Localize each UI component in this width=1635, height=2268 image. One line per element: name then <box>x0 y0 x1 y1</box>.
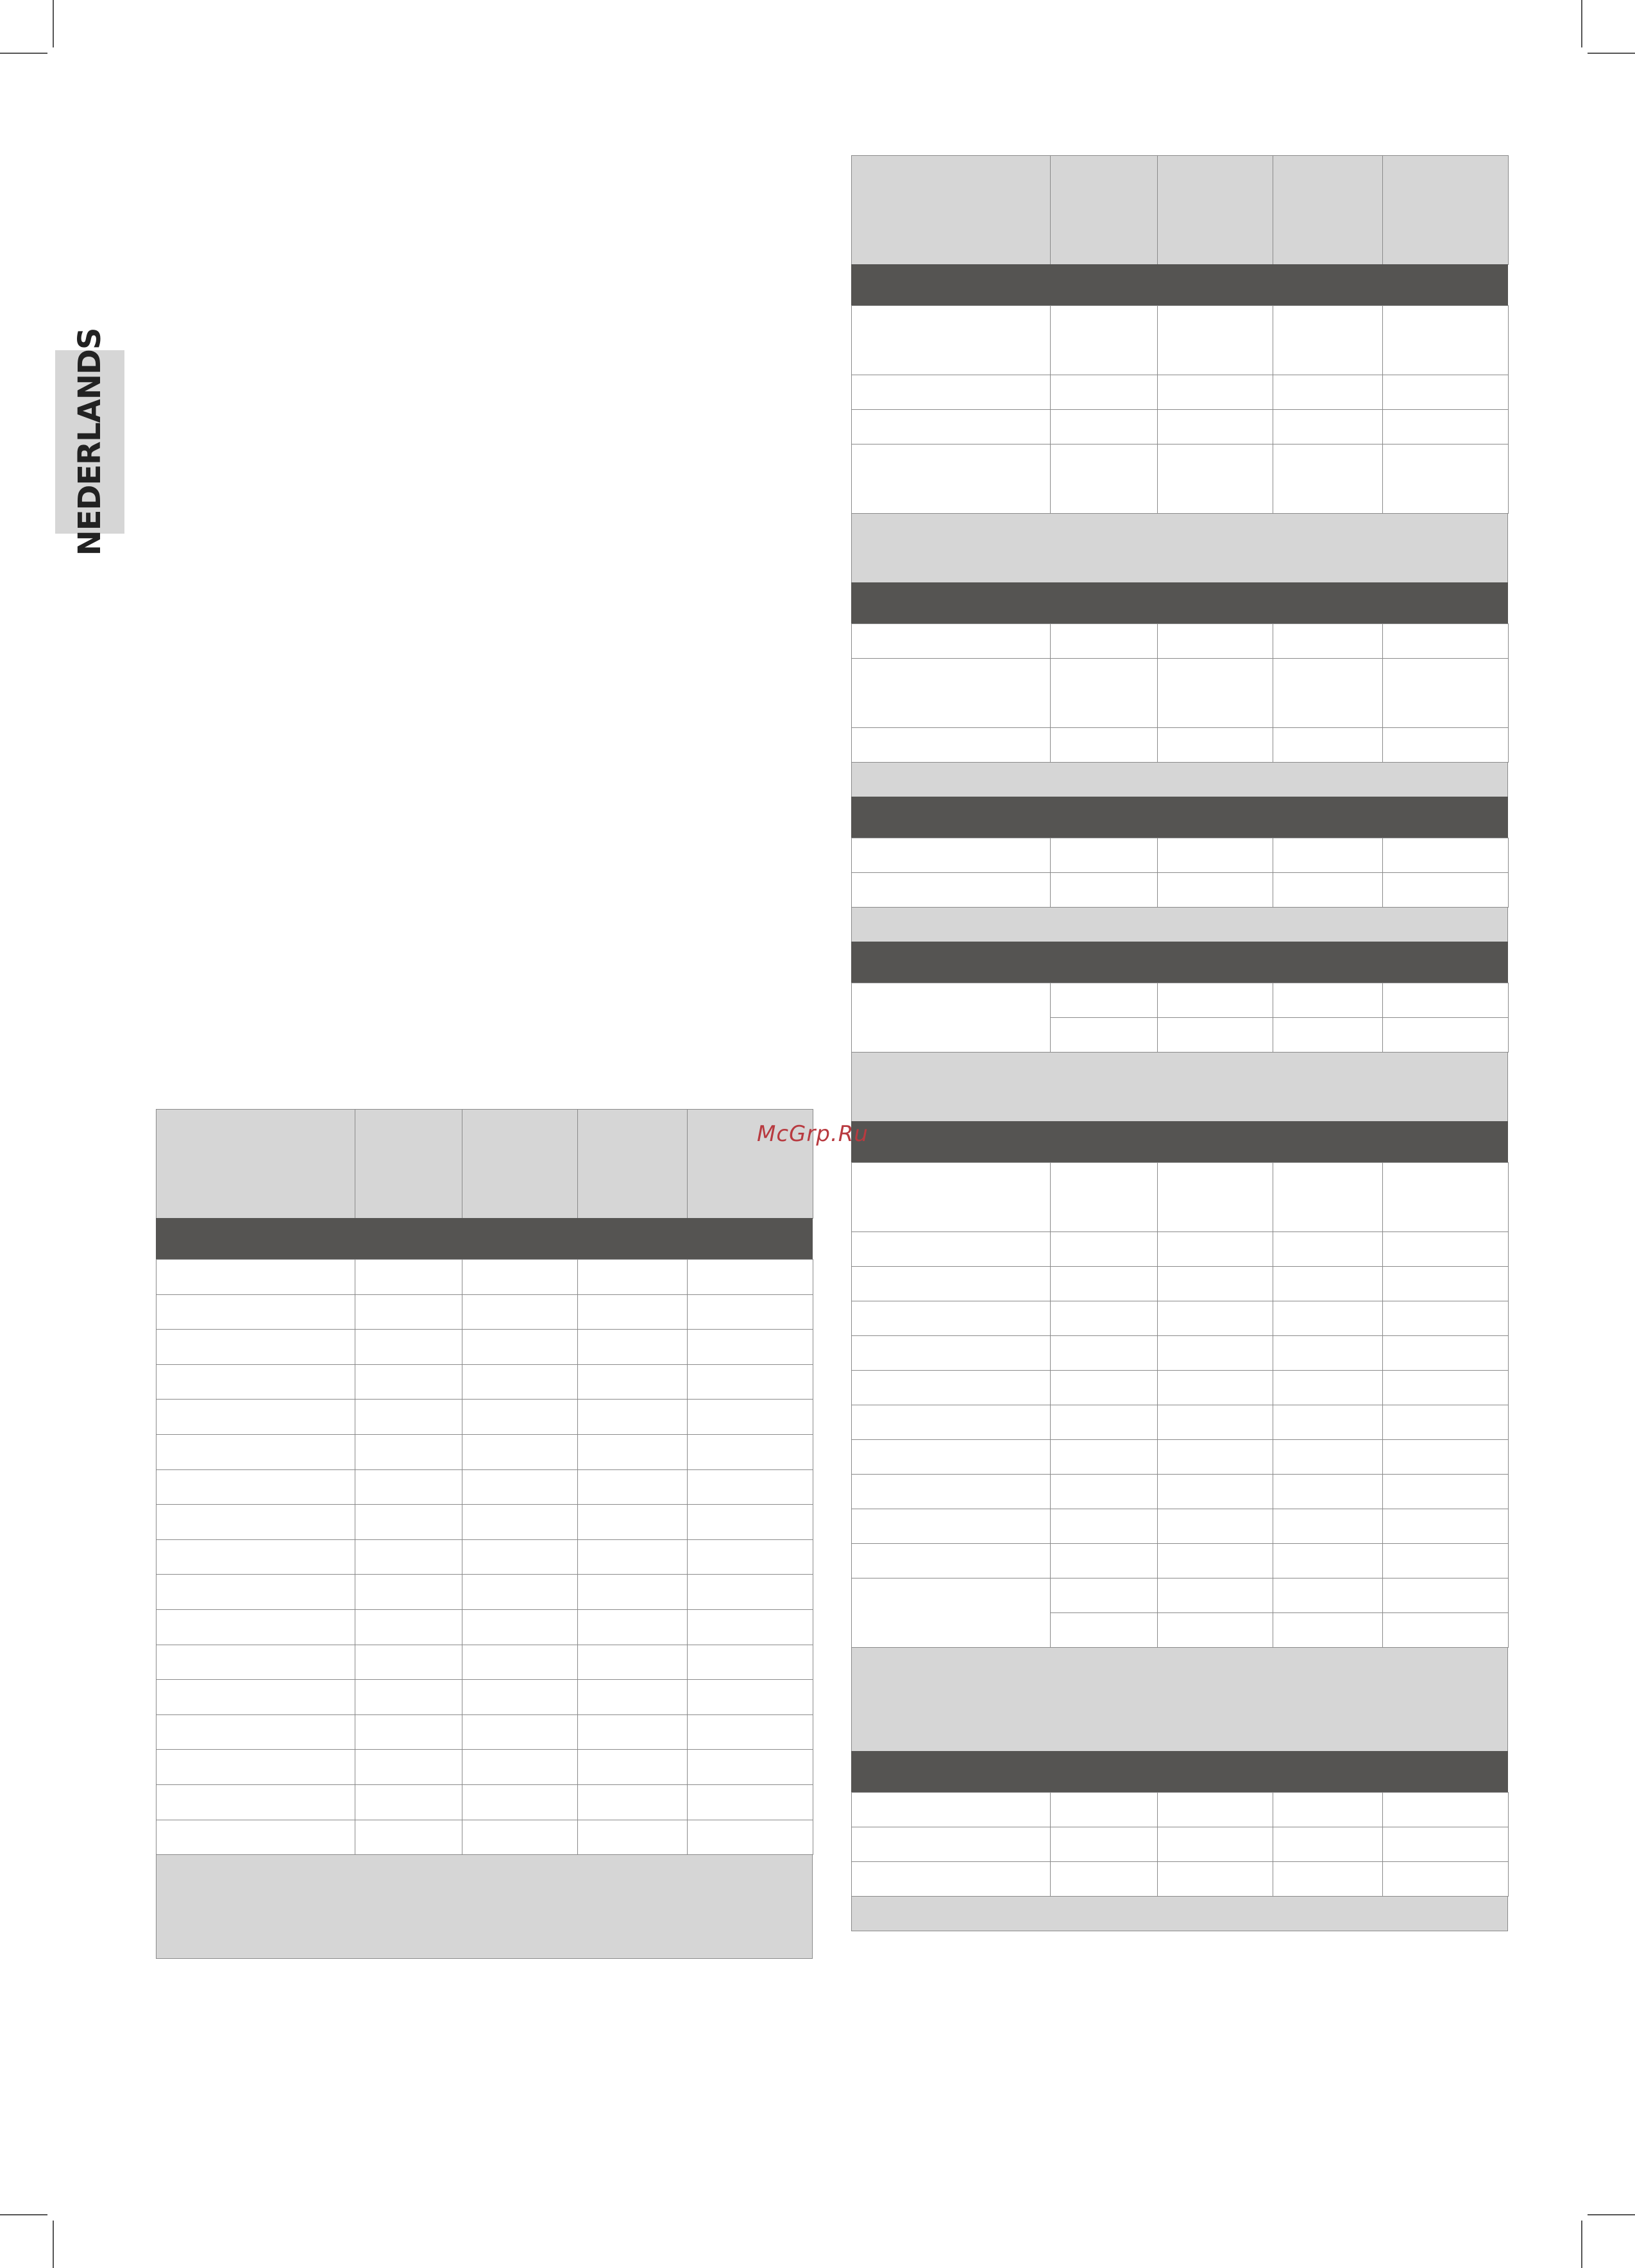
table-cell <box>1273 305 1383 375</box>
table-cell <box>355 1539 462 1575</box>
crop-mark <box>1581 2221 1582 2268</box>
section-bar <box>851 797 1508 838</box>
table-cell <box>355 1820 462 1856</box>
table-cell <box>355 1714 462 1750</box>
table-cell <box>1050 1335 1158 1371</box>
table-cell <box>462 1364 578 1400</box>
table-cell <box>577 1539 688 1575</box>
header-cell <box>355 1109 462 1219</box>
table-cell <box>1050 1612 1158 1648</box>
table-cell <box>156 1539 355 1575</box>
table-cell <box>156 1329 355 1365</box>
crop-mark <box>0 2214 47 2215</box>
table-cell <box>1050 1509 1158 1544</box>
table-cell <box>577 1609 688 1645</box>
table-cell <box>1157 1162 1273 1232</box>
table-cell <box>1382 872 1509 908</box>
table-cell <box>1050 1266 1158 1301</box>
table-cell <box>1157 1543 1273 1578</box>
table-cell <box>1382 375 1509 410</box>
table-cell <box>1273 1266 1383 1301</box>
table-cell <box>851 623 1051 659</box>
table-cell <box>577 1784 688 1820</box>
section-bar <box>851 264 1508 306</box>
table-cell <box>1273 444 1383 514</box>
table-cell <box>1273 1543 1383 1578</box>
table-cell <box>156 1434 355 1470</box>
table-cell <box>156 1259 355 1295</box>
table-cell <box>1157 1861 1273 1897</box>
section-bar <box>851 1121 1508 1163</box>
table-cell <box>687 1329 813 1365</box>
header-cell <box>156 1109 355 1219</box>
table-cell <box>1273 1827 1383 1862</box>
table-cell <box>851 1861 1051 1897</box>
table-cell <box>1273 1405 1383 1440</box>
note-row <box>851 1647 1508 1752</box>
table-cell <box>1050 1543 1158 1578</box>
table-cell <box>1050 1792 1158 1827</box>
table-cell <box>1157 1439 1273 1475</box>
table-cell <box>1273 375 1383 410</box>
crop-mark <box>53 0 54 47</box>
table-cell <box>1050 375 1158 410</box>
header-cell <box>1382 155 1509 265</box>
table-cell <box>851 1231 1051 1267</box>
table-cell <box>1382 1301 1509 1336</box>
header-cell <box>1050 155 1158 265</box>
header-cell <box>1157 155 1273 265</box>
table-cell <box>851 1792 1051 1827</box>
table-cell <box>1050 1827 1158 1862</box>
table-cell <box>1382 1792 1509 1827</box>
table-cell <box>1050 1474 1158 1509</box>
table-cell <box>1273 1017 1383 1053</box>
table-cell <box>156 1714 355 1750</box>
table-cell <box>156 1609 355 1645</box>
table-cell <box>355 1679 462 1715</box>
table-cell <box>1050 1439 1158 1475</box>
table-cell <box>1050 1231 1158 1267</box>
table-cell <box>462 1434 578 1470</box>
table-cell <box>687 1469 813 1505</box>
table-cell <box>355 1434 462 1470</box>
table-cell <box>462 1539 578 1575</box>
table-cell <box>851 727 1051 763</box>
table-cell <box>1157 409 1273 444</box>
table-cell <box>851 1370 1051 1405</box>
table-cell <box>687 1364 813 1400</box>
table-cell <box>851 1405 1051 1440</box>
table-cell <box>462 1469 578 1505</box>
crop-mark <box>1581 0 1582 47</box>
table-cell <box>1273 727 1383 763</box>
language-label: NEDERLANDS <box>72 328 108 556</box>
table-cell <box>851 1162 1051 1232</box>
table-cell <box>1382 1370 1509 1405</box>
table-cell <box>1273 1578 1383 1613</box>
table-cell-merged <box>851 983 1051 1053</box>
table-cell <box>577 1714 688 1750</box>
table-cell <box>1382 1509 1509 1544</box>
table-cell <box>1382 658 1509 728</box>
table-cell <box>577 1645 688 1680</box>
table-cell <box>577 1434 688 1470</box>
table-cell <box>1157 1266 1273 1301</box>
table-cell <box>1157 1017 1273 1053</box>
table-cell <box>577 1469 688 1505</box>
table-cell <box>851 1509 1051 1544</box>
table-cell <box>1157 623 1273 659</box>
table-cell <box>687 1820 813 1856</box>
table-cell <box>156 1469 355 1505</box>
table-cell <box>577 1679 688 1715</box>
table-cell <box>1050 1405 1158 1440</box>
table-cell <box>1382 1405 1509 1440</box>
table-cell <box>1050 305 1158 375</box>
table-cell <box>1273 1370 1383 1405</box>
table-cell <box>1050 658 1158 728</box>
table-cell <box>577 1399 688 1435</box>
table-cell <box>1157 1474 1273 1509</box>
table-cell <box>355 1645 462 1680</box>
table-cell <box>156 1364 355 1400</box>
header-cell <box>851 155 1051 265</box>
table-cell <box>156 1679 355 1715</box>
table-cell <box>851 375 1051 410</box>
table-cell <box>462 1679 578 1715</box>
table-cell <box>355 1784 462 1820</box>
table-cell <box>1050 444 1158 514</box>
table-cell <box>1157 1827 1273 1862</box>
table-cell <box>156 1399 355 1435</box>
table-cell <box>1382 1474 1509 1509</box>
table-cell <box>462 1399 578 1435</box>
table-cell <box>1382 409 1509 444</box>
table-cell <box>687 1434 813 1470</box>
note-row <box>156 1854 813 1959</box>
section-bar <box>156 1218 813 1260</box>
table-cell <box>851 1439 1051 1475</box>
table-cell <box>851 1827 1051 1862</box>
table-cell <box>577 1574 688 1610</box>
table-cell <box>1157 658 1273 728</box>
table-cell <box>687 1609 813 1645</box>
table-cell <box>1382 1439 1509 1475</box>
table-cell <box>1157 1509 1273 1544</box>
table-cell <box>1273 1335 1383 1371</box>
table-cell <box>1382 1266 1509 1301</box>
note-row <box>851 1896 1508 1931</box>
section-bar <box>851 942 1508 983</box>
table-cell <box>1273 1612 1383 1648</box>
table-cell <box>1382 1612 1509 1648</box>
table-cell <box>462 1645 578 1680</box>
table-cell <box>577 1294 688 1330</box>
table-cell <box>1273 1162 1383 1232</box>
table-cell <box>851 838 1051 873</box>
table-cell <box>1273 1231 1383 1267</box>
table-cell <box>156 1784 355 1820</box>
note-row <box>851 907 1508 942</box>
table-cell <box>687 1294 813 1330</box>
section-bar <box>851 582 1508 624</box>
table-cell <box>1050 623 1158 659</box>
table-cell <box>851 305 1051 375</box>
table-cell <box>851 409 1051 444</box>
table-cell <box>851 1474 1051 1509</box>
table-cell <box>1382 444 1509 514</box>
table-cell <box>1157 1405 1273 1440</box>
table-cell <box>687 1749 813 1785</box>
table-cell <box>1382 727 1509 763</box>
table-cell <box>687 1784 813 1820</box>
table-cell <box>1273 623 1383 659</box>
table-cell <box>1157 1578 1273 1613</box>
table-cell <box>462 1329 578 1365</box>
table-cell <box>1273 1474 1383 1509</box>
table-cell <box>851 872 1051 908</box>
table-cell <box>355 1504 462 1540</box>
table-cell <box>462 1504 578 1540</box>
table-cell <box>1382 1017 1509 1053</box>
crop-mark <box>1588 53 1635 54</box>
table-cell <box>462 1749 578 1785</box>
table-cell <box>1382 983 1509 1018</box>
table-cell <box>851 1335 1051 1371</box>
table-cell <box>1050 872 1158 908</box>
table-cell <box>156 1749 355 1785</box>
table-cell <box>1273 1301 1383 1336</box>
table-cell <box>1382 623 1509 659</box>
table-cell <box>1382 1162 1509 1232</box>
table-cell <box>851 1543 1051 1578</box>
table-cell <box>851 658 1051 728</box>
table-cell <box>1157 872 1273 908</box>
table-cell <box>687 1714 813 1750</box>
table-cell <box>577 1504 688 1540</box>
table-cell <box>355 1749 462 1785</box>
table-cell <box>577 1364 688 1400</box>
note-row <box>851 762 1508 797</box>
table-cell <box>687 1539 813 1575</box>
table-cell <box>687 1259 813 1295</box>
header-cell <box>462 1109 578 1219</box>
table-cell <box>1157 727 1273 763</box>
table-cell <box>1273 983 1383 1018</box>
table-cell <box>355 1469 462 1505</box>
table-cell <box>1157 1612 1273 1648</box>
table-cell <box>156 1574 355 1610</box>
table-cell <box>1382 1827 1509 1862</box>
table-cell <box>1157 983 1273 1018</box>
table-cell <box>1050 727 1158 763</box>
table-cell <box>1157 444 1273 514</box>
table-cell <box>1273 1439 1383 1475</box>
crop-mark <box>1588 2214 1635 2215</box>
table-cell <box>1273 409 1383 444</box>
table-cell <box>851 1301 1051 1336</box>
table-cell <box>1050 1162 1158 1232</box>
table-cell <box>851 444 1051 514</box>
table-cell <box>687 1679 813 1715</box>
table-cell <box>687 1399 813 1435</box>
table-cell <box>1157 1370 1273 1405</box>
table-cell <box>1157 305 1273 375</box>
table-cell <box>1157 1792 1273 1827</box>
header-cell <box>577 1109 688 1219</box>
table-cell <box>1382 1231 1509 1267</box>
note-row <box>851 1052 1508 1122</box>
table-cell <box>462 1259 578 1295</box>
table-cell <box>687 1645 813 1680</box>
table-cell <box>1157 838 1273 873</box>
table-cell <box>355 1294 462 1330</box>
note-row <box>851 513 1508 583</box>
table-cell <box>1157 375 1273 410</box>
table-cell <box>1157 1301 1273 1336</box>
table-cell <box>462 1784 578 1820</box>
table-cell <box>1050 1578 1158 1613</box>
table-cell <box>1382 1861 1509 1897</box>
table-cell <box>1382 305 1509 375</box>
table-cell <box>355 1364 462 1400</box>
table-cell <box>156 1645 355 1680</box>
table-cell <box>1382 1543 1509 1578</box>
table-cell <box>687 1574 813 1610</box>
table-cell <box>1050 983 1158 1018</box>
table-cell <box>687 1504 813 1540</box>
table-cell <box>577 1749 688 1785</box>
table-cell <box>577 1329 688 1365</box>
table-cell <box>462 1609 578 1645</box>
table-cell <box>1273 838 1383 873</box>
watermark: McGrp.Ru <box>757 1121 868 1147</box>
table-cell <box>1157 1335 1273 1371</box>
table-cell <box>1050 409 1158 444</box>
table-cell <box>1157 1231 1273 1267</box>
table-cell <box>156 1504 355 1540</box>
table-cell <box>355 1609 462 1645</box>
table-cell <box>355 1329 462 1365</box>
table-cell <box>1050 1017 1158 1053</box>
table-cell <box>1382 1578 1509 1613</box>
table-cell <box>1382 838 1509 873</box>
table-cell <box>462 1574 578 1610</box>
crop-mark <box>0 53 47 54</box>
table-cell <box>355 1399 462 1435</box>
table-cell <box>355 1259 462 1295</box>
section-bar <box>851 1751 1508 1793</box>
table-cell <box>1050 838 1158 873</box>
table-cell-merged <box>851 1578 1051 1648</box>
table-cell <box>156 1820 355 1856</box>
table-cell <box>1050 1861 1158 1897</box>
table-cell <box>1050 1370 1158 1405</box>
table-cell <box>1273 1861 1383 1897</box>
table-cell <box>355 1574 462 1610</box>
table-cell <box>1050 1301 1158 1336</box>
table-cell <box>1273 872 1383 908</box>
crop-mark <box>53 2221 54 2268</box>
header-cell <box>1273 155 1383 265</box>
table-cell <box>1273 658 1383 728</box>
table-cell <box>462 1714 578 1750</box>
table-cell <box>156 1294 355 1330</box>
table-cell <box>851 1266 1051 1301</box>
language-tab <box>55 328 124 556</box>
table-cell <box>1273 1792 1383 1827</box>
table-cell <box>462 1820 578 1856</box>
table-cell <box>1382 1335 1509 1371</box>
table-cell <box>462 1294 578 1330</box>
table-cell <box>577 1259 688 1295</box>
table-cell <box>577 1820 688 1856</box>
table-cell <box>1273 1509 1383 1544</box>
